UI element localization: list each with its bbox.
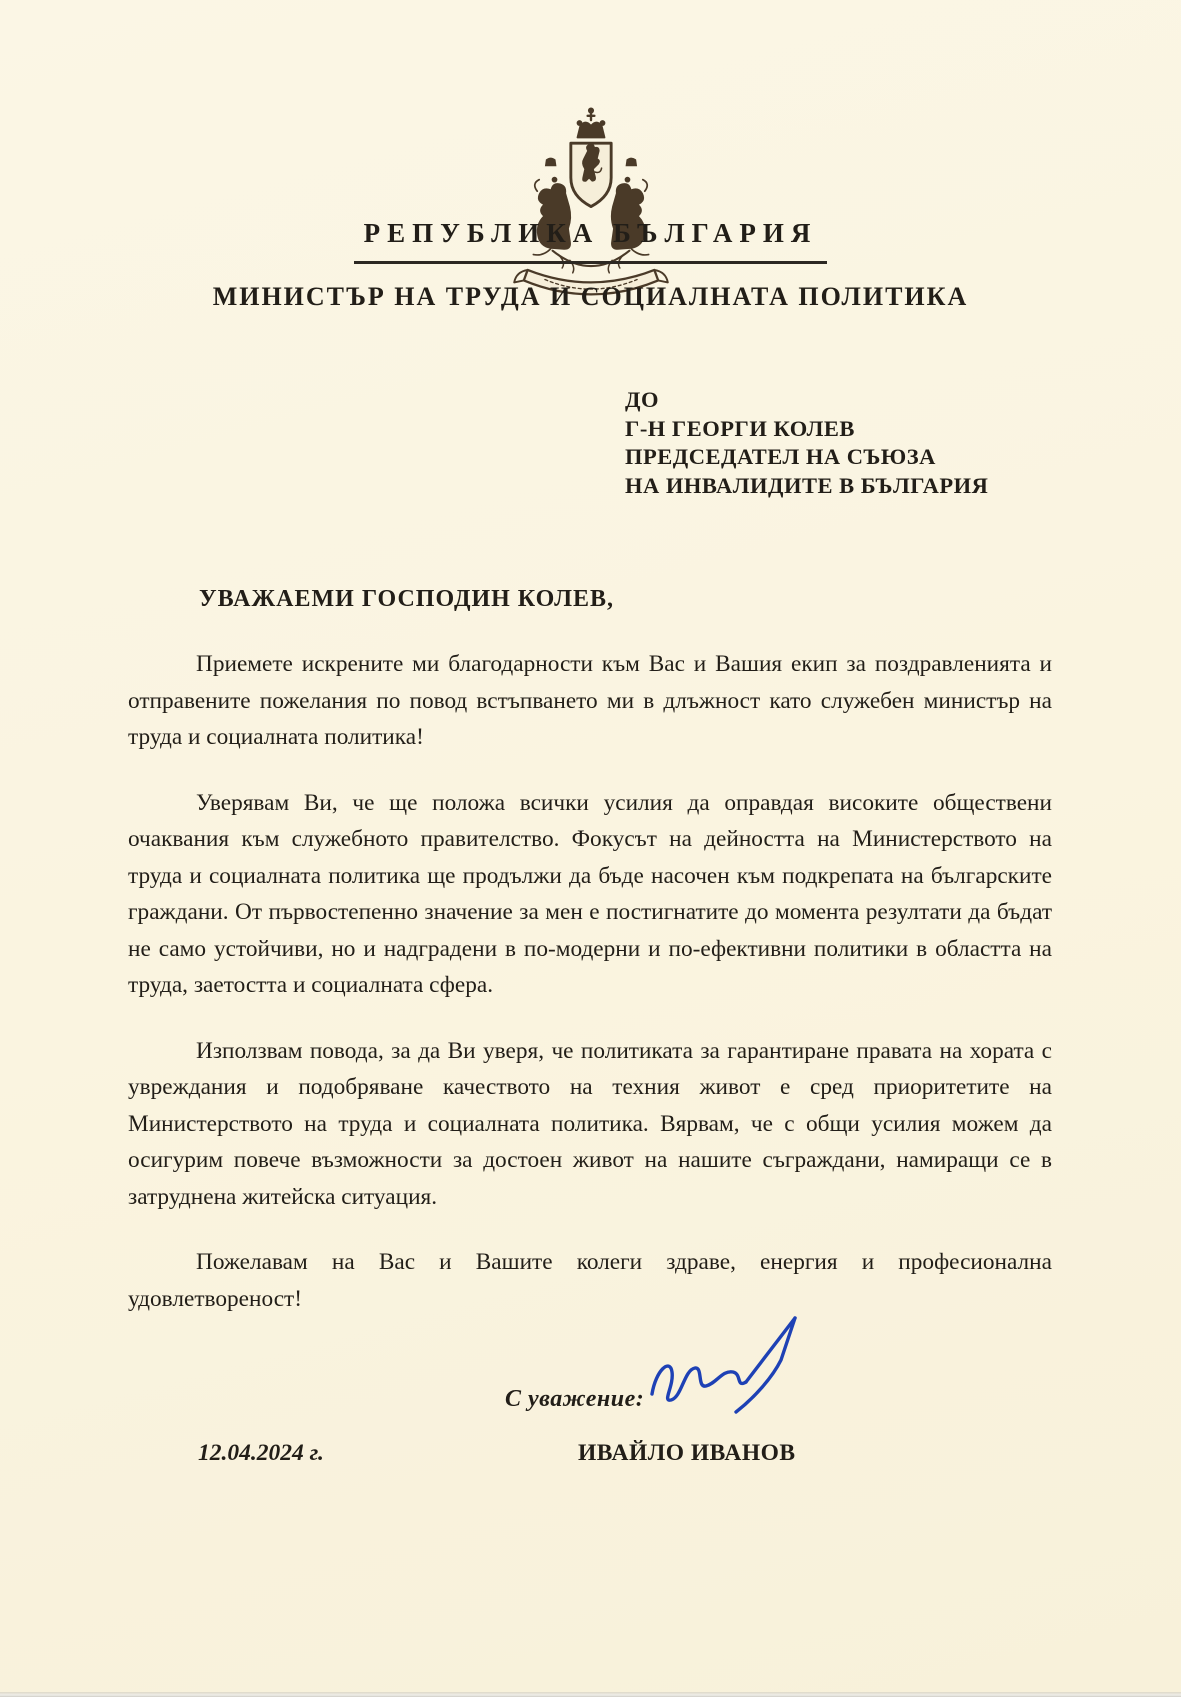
paragraph-disability-policy: Използвам повода, за да Ви уверя, че политиката за гарантиране правата на хората с увреждания и подобряване качеството на техния живот е сред приоритетите на Министерството на труда и социалната политика. Вярвам, че с общи усилия можем да осигурим повече възможности за достоен живот на нашите съграждани, намиращи се в затруднена житейска ситуация. [128,1037,1052,1210]
closing-salutation: С уважение: [505,1386,645,1412]
bulgaria-coat-of-arms-icon [495,104,687,312]
recipient-line-to: ДО [625,387,659,412]
recipient-line-title: ПРЕДСЕДАТЕЛ НА СЪЮЗА [625,444,936,469]
salutation: УВАЖАЕМИ ГОСПОДИН КОЛЕВ, [199,586,614,612]
letter-body [128,646,1052,1346]
scan-edge [0,1692,1181,1697]
paragraph-assurance: Уверявам Ви, че ще положа всички усилия да оправдая високите обществени очаквания към служебното правителство. Фокусът на дейността на Министерството на труда и социалната политика ще продължи да бъде насочен към подкрепата на българските граждани. От първостепенно значение за мен е постигнатите до момента резултати да бъдат не само устойчиви, но и надградени в по-модерни и по-ефективни политики в областта на труда, заетостта и социалната сфера. [128,789,1052,998]
ministry-title: МИНИСТЪР НА ТРУДА И СОЦИАЛНАТА ПОЛИТИКА [212,282,969,311]
paragraph-wishes: Пожелавам на Вас и Вашите колеги здраве, енергия и професионална удовлетвореност! [128,1249,1052,1312]
recipient-line-org: НА ИНВАЛИДИТЕ В БЪЛГАРИЯ [625,472,989,498]
recipient-block [625,386,988,500]
country-title-text: РЕПУБЛИКА БЪЛГАРИЯ [354,218,828,264]
letter-date: 12.04.2024 г. [198,1440,324,1466]
signer-name: ИВАЙЛО ИВАНОВ [578,1440,796,1466]
paragraph-thanks: Приемете искрените ми благодарности към Вас и Вашия екип за поздравленията и отправените пожелания по повод встъпването ми в длъжност като служебен министър на труда и социалната политика! [128,651,1052,750]
recipient-line-name: Г-Н ГЕОРГИ КОЛЕВ [625,415,855,441]
handwritten-signature-icon [638,1308,808,1436]
country-title [0,218,1181,264]
